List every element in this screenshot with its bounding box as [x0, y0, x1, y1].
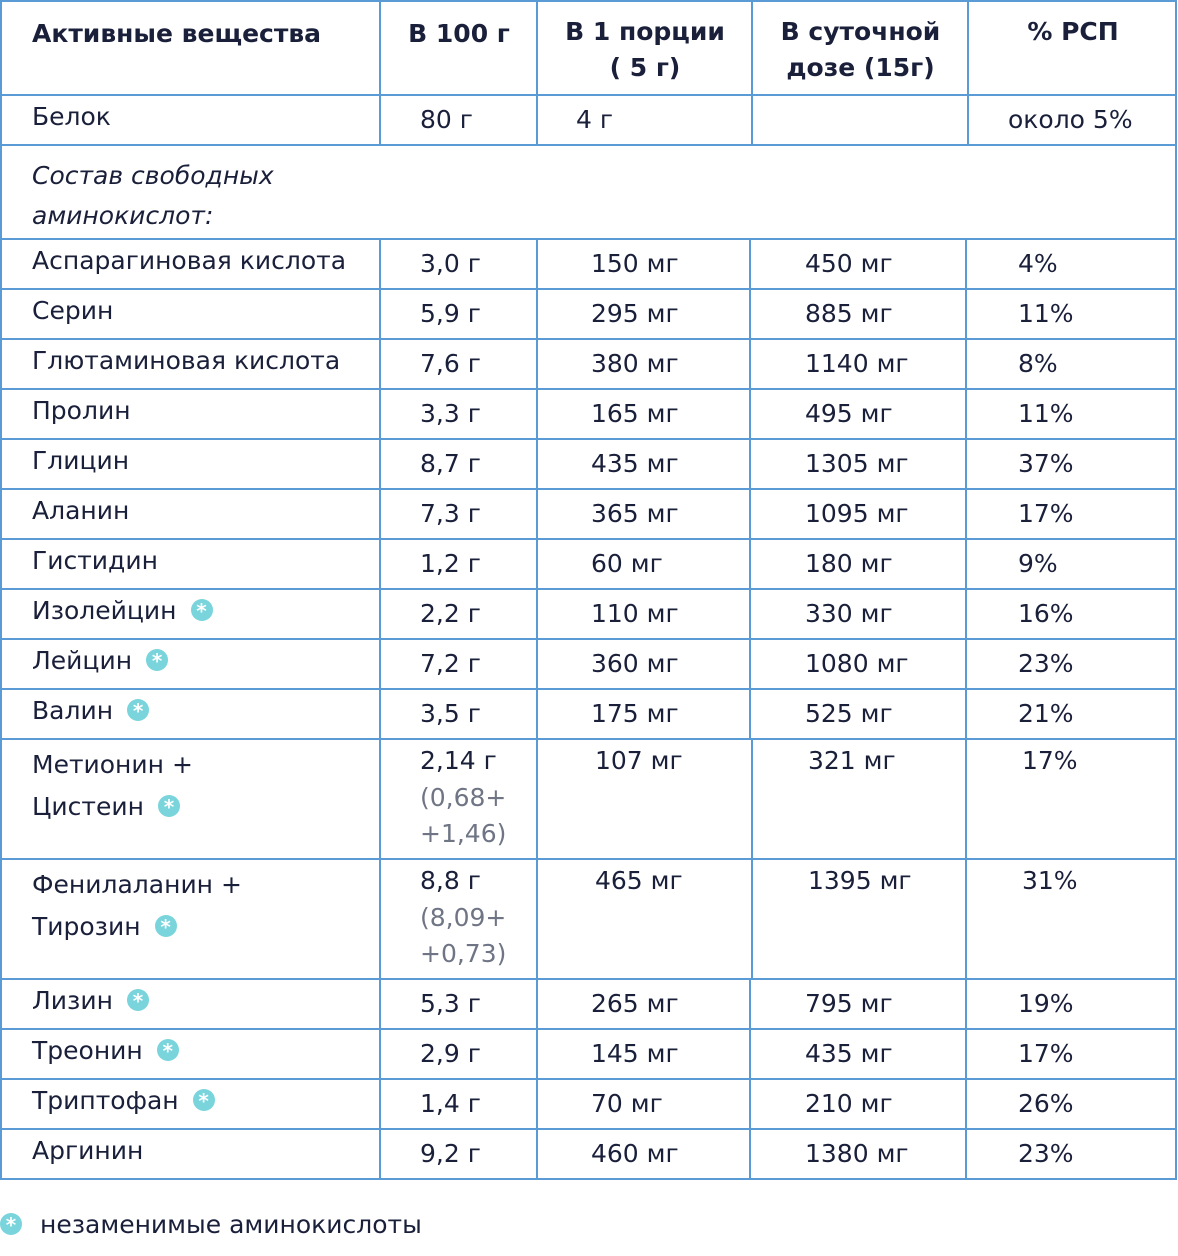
divider: [536, 1080, 538, 1128]
phe-tyr-sub-line1: (8,09+: [420, 903, 507, 932]
divider: [965, 590, 967, 638]
divider: [379, 1080, 381, 1128]
header-portion-line2: ( 5 г): [609, 53, 681, 82]
protein-portion: 4 г: [576, 105, 613, 134]
legend-text: незаменимые аминокислоты: [40, 1210, 422, 1239]
amino-rsp: [1018, 1039, 1074, 1068]
phe-tyr-name-line1: Фенилаланин +: [32, 870, 242, 899]
divider: [536, 1030, 538, 1078]
amino-per100-text: 3,3 г: [420, 399, 481, 428]
amino-per100-text: 8,7 г: [420, 449, 481, 478]
amino-per100-text: 7,2 г: [420, 649, 481, 678]
amino-name: [32, 546, 158, 575]
section-title-line1: Состав свободных: [32, 161, 274, 190]
protein-rsp: около 5%: [1008, 105, 1133, 134]
amino-rsp-text: 17%: [1018, 499, 1074, 528]
amino-name: [32, 396, 131, 425]
table-row: [0, 590, 1177, 640]
amino-per100-text: 9,2 г: [420, 1139, 481, 1168]
met-cys-sub-line2: +1,46): [420, 819, 507, 848]
divider: [749, 290, 751, 338]
amino-per100: [420, 449, 481, 478]
amino-per100: [420, 649, 481, 678]
divider: [965, 740, 967, 858]
amino-rsp-text: 26%: [1018, 1089, 1074, 1118]
met-cys-name-line2: Цистеин: [32, 792, 144, 821]
amino-name-text: Лейцин: [32, 646, 133, 675]
divider: [751, 740, 753, 858]
divider: [965, 390, 967, 438]
amino-portion: [591, 599, 679, 628]
amino-rsp: [1018, 1139, 1074, 1168]
amino-rsp: [1018, 299, 1074, 328]
amino-per100-text: 1,4 г: [420, 1089, 481, 1118]
divider: [536, 390, 538, 438]
divider: [379, 290, 381, 338]
amino-rsp: [1018, 549, 1058, 578]
amino-rsp: [1018, 499, 1074, 528]
met-cys-name-line1: Метионин +: [32, 750, 193, 779]
divider: [749, 640, 751, 688]
amino-per100: [420, 989, 481, 1018]
amino-per100-text: 5,3 г: [420, 989, 481, 1018]
amino-portion-text: 265 мг: [591, 989, 679, 1018]
amino-daily: [805, 1139, 909, 1168]
divider: [751, 96, 753, 144]
amino-name: [32, 296, 113, 325]
section-title: [32, 156, 274, 236]
divider: [379, 96, 381, 144]
amino-rsp-text: 16%: [1018, 599, 1074, 628]
amino-daily: [805, 349, 909, 378]
amino-portion-text: 175 мг: [591, 699, 679, 728]
divider: [965, 490, 967, 538]
amino-daily-text: 495 мг: [805, 399, 893, 428]
table-row: [0, 1080, 1177, 1130]
amino-name-text: Глицин: [32, 446, 130, 475]
amino-daily: [805, 699, 893, 728]
amino-daily-text: 1140 мг: [805, 349, 909, 378]
divider: [965, 860, 967, 978]
table-row: [0, 390, 1177, 440]
amino-rsp-text: 21%: [1018, 699, 1074, 728]
asterisk-icon: *: [127, 699, 149, 721]
divider: [965, 640, 967, 688]
phe-tyr-per100: 8,8 г: [420, 866, 481, 895]
divider: [536, 340, 538, 388]
divider: [965, 540, 967, 588]
divider: [749, 1030, 751, 1078]
divider: [379, 1030, 381, 1078]
amino-rsp: [1018, 1089, 1074, 1118]
amino-name-text: Валин: [32, 696, 114, 725]
amino-portion: [591, 549, 663, 578]
amino-portion: [591, 649, 679, 678]
divider: [965, 1080, 967, 1128]
protein-name: Белок: [32, 102, 111, 131]
divider: [536, 860, 538, 978]
amino-per100-text: 1,2 г: [420, 549, 481, 578]
divider: [749, 340, 751, 388]
amino-per100: [420, 1089, 481, 1118]
divider: [536, 490, 538, 538]
amino-name-text: Серин: [32, 296, 114, 325]
amino-portion-text: 110 мг: [591, 599, 679, 628]
amino-name-text: Треонин: [32, 1036, 143, 1065]
amino-rsp: [1018, 699, 1074, 728]
header-substance: [2, 2, 380, 94]
amino-per100-text: 3,0 г: [420, 249, 481, 278]
table-row: [0, 290, 1177, 340]
divider: [749, 390, 751, 438]
divider: [749, 240, 751, 288]
asterisk-icon: *: [191, 599, 213, 621]
amino-portion: [591, 449, 679, 478]
amino-daily: [805, 299, 893, 328]
amino-name-text: Аспарагиновая кислота: [32, 246, 347, 275]
amino-per100: [420, 549, 481, 578]
header-daily: [753, 2, 968, 94]
amino-daily-text: 1080 мг: [805, 649, 909, 678]
divider: [536, 640, 538, 688]
amino-daily-text: 450 мг: [805, 249, 893, 278]
amino-name: [32, 646, 168, 675]
divider: [379, 860, 381, 978]
amino-rsp-text: 19%: [1018, 989, 1074, 1018]
amino-daily-text: 1305 мг: [805, 449, 909, 478]
amino-per100: [420, 299, 481, 328]
amino-rsp-text: 11%: [1018, 299, 1074, 328]
amino-daily-text: 330 мг: [805, 599, 893, 628]
amino-portion: [591, 1039, 679, 1068]
amino-rsp: [1018, 349, 1058, 378]
divider: [536, 290, 538, 338]
amino-rows-group1: [0, 240, 1177, 740]
amino-daily: [805, 1089, 893, 1118]
header-rsp: [969, 2, 1177, 94]
met-cys-rsp: 17%: [1022, 746, 1078, 775]
amino-rsp-text: 17%: [1018, 1039, 1074, 1068]
phe-tyr-portion: 465 мг: [595, 866, 683, 895]
amino-portion-text: 165 мг: [591, 399, 679, 428]
amino-portion: [591, 499, 679, 528]
amino-daily: [805, 989, 893, 1018]
phe-tyr-rsp: 31%: [1022, 866, 1078, 895]
divider: [965, 1030, 967, 1078]
amino-portion-text: 365 мг: [591, 499, 679, 528]
amino-per100-text: 2,9 г: [420, 1039, 481, 1068]
amino-name-text: Гистидин: [32, 546, 158, 575]
amino-name: [32, 496, 129, 525]
divider: [379, 640, 381, 688]
divider: [536, 240, 538, 288]
divider: [379, 740, 381, 858]
section-row: [0, 146, 1177, 240]
amino-name-text: Аланин: [32, 496, 130, 525]
amino-name: [32, 446, 129, 475]
divider: [965, 290, 967, 338]
table-row-phe-tyr: [0, 860, 1177, 980]
amino-rsp: [1018, 649, 1074, 678]
divider: [967, 96, 969, 144]
phe-tyr-name-line2: Тирозин: [32, 912, 141, 941]
divider: [749, 490, 751, 538]
amino-per100: [420, 599, 481, 628]
divider: [749, 980, 751, 1028]
amino-portion: [591, 249, 679, 278]
amino-daily-text: 525 мг: [805, 699, 893, 728]
amino-name-text: Аргинин: [32, 1136, 144, 1165]
phe-tyr-name-line2-wrap: [32, 912, 177, 941]
amino-per100: [420, 699, 481, 728]
divider: [379, 340, 381, 388]
amino-name: [32, 246, 346, 275]
amino-rsp-text: 23%: [1018, 1139, 1074, 1168]
divider: [536, 740, 538, 858]
header-100g: [381, 2, 537, 94]
asterisk-icon: *: [146, 649, 168, 671]
protein-per100: 80 г: [420, 105, 473, 134]
asterisk-icon: *: [157, 1039, 179, 1061]
amino-name: [32, 1036, 179, 1065]
asterisk-icon: *: [158, 795, 180, 817]
asterisk-icon: *: [193, 1089, 215, 1111]
divider: [965, 1130, 967, 1178]
amino-portion-text: 150 мг: [591, 249, 679, 278]
amino-name-text: Триптофан: [32, 1086, 179, 1115]
amino-daily-text: 1095 мг: [805, 499, 909, 528]
amino-name: [32, 346, 340, 375]
met-cys-sub-line1: (0,68+: [420, 783, 507, 812]
divider: [749, 540, 751, 588]
amino-rsp-text: 23%: [1018, 649, 1074, 678]
divider: [536, 540, 538, 588]
amino-portion: [591, 399, 679, 428]
divider: [536, 980, 538, 1028]
amino-daily: [805, 399, 893, 428]
amino-portion-text: 460 мг: [591, 1139, 679, 1168]
amino-rows-group2: [0, 980, 1177, 1180]
amino-rsp-text: 4%: [1018, 249, 1058, 278]
table-header-row: [0, 0, 1177, 96]
table-row: [0, 640, 1177, 690]
amino-name: [32, 1086, 215, 1115]
table-row: [0, 490, 1177, 540]
amino-daily-text: 210 мг: [805, 1089, 893, 1118]
amino-rsp: [1018, 249, 1058, 278]
header-daily-line2: дозе (15г): [786, 53, 935, 82]
divider: [379, 440, 381, 488]
amino-rsp: [1018, 449, 1074, 478]
amino-portion-text: 360 мг: [591, 649, 679, 678]
amino-portion: [591, 699, 679, 728]
amino-portion: [591, 989, 679, 1018]
amino-rsp-text: 8%: [1018, 349, 1058, 378]
amino-per100-text: 3,5 г: [420, 699, 481, 728]
header-portion: [538, 2, 752, 94]
table-row: [0, 980, 1177, 1030]
amino-per100: [420, 1039, 481, 1068]
amino-name: [32, 696, 149, 725]
asterisk-icon: *: [155, 915, 177, 937]
amino-daily: [805, 549, 893, 578]
table-row: [0, 1030, 1177, 1080]
header-portion-line1: В 1 порции: [565, 17, 725, 46]
amino-rsp-text: 37%: [1018, 449, 1074, 478]
divider: [965, 690, 967, 738]
table-row: [0, 540, 1177, 590]
amino-per100: [420, 249, 481, 278]
amino-portion-text: 435 мг: [591, 449, 679, 478]
divider: [965, 980, 967, 1028]
asterisk-icon: *: [0, 1213, 22, 1235]
amino-name: [32, 596, 213, 625]
amino-daily: [805, 499, 909, 528]
amino-rsp-text: 9%: [1018, 549, 1058, 578]
header-rsp-label: % РСП: [1027, 17, 1119, 46]
divider: [379, 1130, 381, 1178]
amino-portion: [591, 299, 679, 328]
amino-portion-text: 70 мг: [591, 1089, 663, 1118]
met-cys-per100: 2,14 г: [420, 746, 497, 775]
table-row-protein: [0, 96, 1177, 146]
amino-daily-text: 795 мг: [805, 989, 893, 1018]
amino-per100: [420, 349, 481, 378]
table-row: [0, 240, 1177, 290]
divider: [749, 440, 751, 488]
amino-name-text: Лизин: [32, 986, 113, 1015]
divider: [379, 590, 381, 638]
divider: [379, 690, 381, 738]
divider: [536, 440, 538, 488]
table-row: [0, 690, 1177, 740]
divider: [536, 1130, 538, 1178]
amino-rsp-text: 11%: [1018, 399, 1074, 428]
amino-per100-text: 5,9 г: [420, 299, 481, 328]
amino-name: [32, 1136, 143, 1165]
amino-daily-text: 1380 мг: [805, 1139, 909, 1168]
divider: [536, 690, 538, 738]
amino-portion: [591, 1139, 679, 1168]
table-row-met-cys: [0, 740, 1177, 860]
divider: [751, 860, 753, 978]
divider: [379, 980, 381, 1028]
amino-name-text: Глютаминовая кислота: [32, 346, 341, 375]
amino-daily-text: 180 мг: [805, 549, 893, 578]
amino-per100-text: 7,3 г: [420, 499, 481, 528]
legend: [0, 1210, 422, 1239]
asterisk-icon: *: [127, 989, 149, 1011]
amino-portion: [591, 1089, 663, 1118]
met-cys-portion: 107 мг: [595, 746, 683, 775]
divider: [379, 390, 381, 438]
header-100g-label: В 100 г: [408, 19, 510, 48]
divider: [379, 240, 381, 288]
amino-daily: [805, 449, 909, 478]
amino-daily-text: 885 мг: [805, 299, 893, 328]
amino-daily: [805, 599, 893, 628]
header-daily-line1: В суточной: [780, 17, 941, 46]
table-row: [0, 1130, 1177, 1180]
divider: [965, 240, 967, 288]
amino-daily-text: 435 мг: [805, 1039, 893, 1068]
amino-portion: [591, 349, 679, 378]
amino-daily: [805, 1039, 893, 1068]
divider: [749, 1130, 751, 1178]
table-row: [0, 340, 1177, 390]
amino-daily: [805, 649, 909, 678]
amino-per100: [420, 1139, 481, 1168]
amino-portion-text: 60 мг: [591, 549, 663, 578]
divider: [379, 490, 381, 538]
amino-rsp: [1018, 989, 1074, 1018]
amino-rsp: [1018, 599, 1074, 628]
table-row: [0, 440, 1177, 490]
divider: [749, 590, 751, 638]
met-cys-daily: 321 мг: [808, 746, 896, 775]
divider: [536, 96, 538, 144]
amino-per100-text: 2,2 г: [420, 599, 481, 628]
divider: [749, 690, 751, 738]
amino-rsp: [1018, 399, 1074, 428]
met-cys-name-line2-wrap: [32, 792, 180, 821]
amino-name: [32, 986, 149, 1015]
divider: [965, 340, 967, 388]
phe-tyr-daily: 1395 мг: [808, 866, 912, 895]
divider: [379, 540, 381, 588]
amino-name-text: Пролин: [32, 396, 131, 425]
amino-per100-text: 7,6 г: [420, 349, 481, 378]
header-substance-label: Активные вещества: [32, 19, 322, 48]
section-title-line2: аминокислот:: [32, 201, 214, 230]
amino-per100: [420, 499, 481, 528]
amino-portion-text: 295 мг: [591, 299, 679, 328]
amino-daily: [805, 249, 893, 278]
divider: [536, 590, 538, 638]
divider: [965, 440, 967, 488]
amino-portion-text: 380 мг: [591, 349, 679, 378]
amino-name-text: Изолейцин: [32, 596, 177, 625]
amino-portion-text: 145 мг: [591, 1039, 679, 1068]
amino-per100: [420, 399, 481, 428]
phe-tyr-sub-line2: +0,73): [420, 939, 507, 968]
divider: [749, 1080, 751, 1128]
